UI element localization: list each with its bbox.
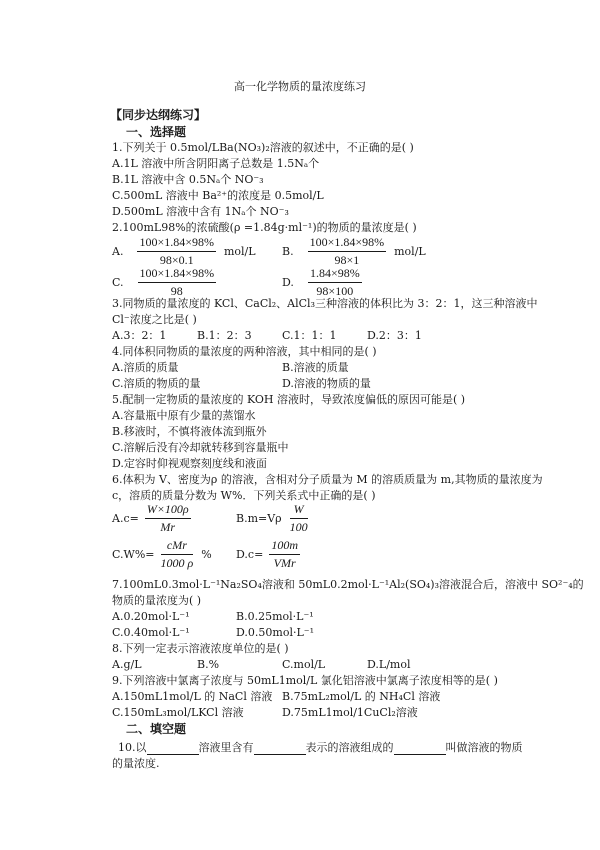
q8-option-b: B.% bbox=[197, 658, 220, 671]
part1-heading: 一、选择题 bbox=[126, 125, 187, 139]
q6-option-a bbox=[112, 502, 191, 535]
q8-option-a: A.g/L bbox=[112, 658, 142, 671]
q2-c-label: C. bbox=[112, 276, 124, 289]
q5-option-b: B.移液时，不慎将液体流到瓶外 bbox=[112, 425, 267, 438]
q9-option-b: B.75mL₂mol/L 的 NH₄Cl 溶液 bbox=[282, 690, 441, 703]
q3-option-a: A.3：2：1 bbox=[112, 329, 167, 342]
q10-blank-2[interactable] bbox=[254, 743, 306, 755]
q2-d-fraction bbox=[308, 266, 362, 299]
q6-option-d bbox=[236, 538, 300, 571]
q10-text-4: 叫做溶液的物质 bbox=[445, 741, 523, 754]
q8-option-c: C.mol/L bbox=[282, 658, 326, 671]
section-sync-heading: 【同步达纲练习】 bbox=[110, 108, 207, 122]
q2-d-numerator: 1.84×98% bbox=[308, 266, 362, 283]
q1-option-b: B.1L 溶液中含 0.5Nₐ个 NO⁻₃ bbox=[112, 173, 264, 186]
q2-c-denominator: 98 bbox=[170, 284, 183, 298]
q7-option-b: B.0.25mol·L⁻¹ bbox=[236, 610, 314, 623]
q4-option-a: A.溶质的质量 bbox=[112, 361, 179, 374]
q7-option-a: A.0.20mol·L⁻¹ bbox=[112, 610, 190, 623]
q6-d-numerator: 100m bbox=[269, 538, 300, 555]
q10-text-3: 表示的溶液组成的 bbox=[305, 741, 394, 754]
q10-line2: 的量浓度. bbox=[112, 757, 160, 770]
q2-option-b bbox=[282, 235, 426, 268]
q3-stem-line1: 3.同物质的量浓度的 KCl、CaCl₂、AlCl₃三种溶液的体积比为 3：2：1，这三种溶液中 bbox=[112, 297, 538, 310]
q6-a-denominator: Mr bbox=[160, 520, 176, 534]
q9-option-d: D.75mL1mol/1CuCl₂溶液 bbox=[282, 706, 418, 719]
q6-b-numerator: W bbox=[290, 502, 308, 519]
page-title: 高一化学物质的量浓度练习 bbox=[234, 80, 366, 93]
q10-blank-3[interactable] bbox=[394, 743, 446, 755]
q10-text-1: 10.以 bbox=[118, 741, 147, 754]
q2-a-label: A. bbox=[112, 245, 124, 258]
q1-option-c: C.500mL 溶液中 Ba²⁺的浓度是 0.5mol/L bbox=[112, 189, 324, 202]
q2-option-d bbox=[282, 266, 362, 299]
q5-option-a: A.容量瓶中原有少量的蒸馏水 bbox=[112, 409, 256, 422]
q8-stem: 8.下列一定表示溶液浓度单位的是( ) bbox=[112, 642, 289, 655]
part2-heading: 二、填空题 bbox=[126, 722, 187, 736]
q2-a-numerator: 100×1.84×98% bbox=[137, 235, 216, 252]
q2-b-fraction bbox=[308, 235, 387, 268]
q2-d-denominator: 98×100 bbox=[316, 284, 354, 298]
q2-a-fraction bbox=[137, 235, 216, 268]
q6-c-fraction bbox=[161, 538, 194, 571]
q2-b-label: B. bbox=[282, 245, 294, 258]
q1-option-d: D.500mL 溶液中含有 1Nₐ个 NO⁻₃ bbox=[112, 205, 289, 218]
q6-b-label: B.m=Vρ bbox=[236, 512, 282, 525]
q2-a-denominator: 98×0.1 bbox=[159, 253, 194, 267]
q7-stem-line1: 7.100mL0.3mol·L⁻¹Na₂SO₄溶液和 50mL0.2mol·L⁻¹Al₂(SO₄)₃溶液混合后，溶液中 SO²⁻₄的 bbox=[112, 578, 584, 591]
q2-a-unit: mol/L bbox=[223, 245, 256, 258]
q6-a-numerator: W×100ρ bbox=[145, 502, 191, 519]
q2-d-label: D. bbox=[282, 276, 294, 289]
q6-c-numerator: cMr bbox=[161, 538, 194, 555]
q6-a-label: A.c= bbox=[112, 512, 139, 525]
q6-option-b bbox=[236, 502, 308, 535]
q10-text-2: 溶液里含有 bbox=[198, 741, 254, 754]
q7-stem-line2: 物质的量浓度为( ) bbox=[112, 594, 202, 607]
q9-option-c: C.150mL₃mol/LKCl 溶液 bbox=[112, 706, 244, 719]
q4-option-c: C.溶质的物质的量 bbox=[112, 377, 201, 390]
q7-option-c: C.0.40mol·L⁻¹ bbox=[112, 626, 190, 639]
q4-option-d: D.溶液的物质的量 bbox=[282, 377, 371, 390]
q6-d-label: D.c= bbox=[236, 548, 264, 561]
q10-line1 bbox=[118, 741, 523, 755]
q7-option-d: D.0.50mol·L⁻¹ bbox=[236, 626, 315, 639]
q6-c-unit: % bbox=[201, 548, 212, 561]
q6-d-fraction bbox=[269, 538, 300, 571]
q3-stem-line2: Cl⁻浓度之比是( ) bbox=[112, 313, 197, 326]
q8-option-d: D.L/mol bbox=[367, 658, 411, 671]
q9-option-a: A.150mL1mol/L 的 NaCl 溶液 bbox=[112, 690, 273, 703]
q2-c-numerator: 100×1.84×98% bbox=[138, 266, 217, 283]
q6-c-denominator: 1000 ρ bbox=[160, 556, 194, 570]
q1-stem: 1.下列关于 0.5mol/LBa(NO₃)₂溶液的叙述中，不正确的是( ) bbox=[112, 141, 414, 154]
q6-c-label: C.W%= bbox=[112, 548, 155, 561]
q6-stem-line1: 6.体积为 V、密度为ρ 的溶液，含相对分子质量为 M 的溶质质量为 m,其物质的量浓度为 bbox=[112, 473, 543, 486]
q6-stem-line2: c，溶质的质量分数为 W%．下列关系式中正确的是( ) bbox=[112, 489, 376, 502]
q3-option-d: D.2：3：1 bbox=[367, 329, 422, 342]
q3-option-c: C.1：1：1 bbox=[282, 329, 337, 342]
q2-b-denominator: 98×1 bbox=[334, 253, 360, 267]
q5-stem: 5.配制一定物质的量浓度的 KOH 溶液时，导致浓度偏低的原因可能是( ) bbox=[112, 393, 466, 406]
q2-c-fraction bbox=[138, 266, 217, 299]
q9-stem: 9.下列溶液中氯离子浓度与 50mL1mol/L 氯化铝溶液中氯离子浓度相等的是( ) bbox=[112, 674, 498, 687]
q1-option-a: A.1L 溶液中所含阴阳离子总数是 1.5Nₐ个 bbox=[112, 157, 320, 170]
q5-option-d: D.定容时仰视观察刻度线和液面 bbox=[112, 457, 267, 470]
q2-option-c bbox=[112, 266, 216, 299]
q6-b-fraction bbox=[290, 502, 308, 535]
q2-option-a bbox=[112, 235, 256, 268]
q4-option-b: B.溶液的质量 bbox=[282, 361, 349, 374]
q6-option-c bbox=[112, 538, 212, 571]
q6-d-denominator: VMr bbox=[273, 556, 296, 570]
q10-blank-1[interactable] bbox=[147, 743, 199, 755]
q2-b-numerator: 100×1.84×98% bbox=[308, 235, 387, 252]
q6-b-denominator: 100 bbox=[289, 520, 308, 534]
q4-stem: 4.同体积同物质的量浓度的两种溶液，其中相同的是( ) bbox=[112, 345, 377, 358]
q6-a-fraction bbox=[145, 502, 191, 535]
q2-stem: 2.100mL98%的浓硫酸(ρ =1.84g·ml⁻¹)的物质的量浓度是( ) bbox=[112, 221, 417, 234]
q3-option-b: B.1：2：3 bbox=[197, 329, 252, 342]
q2-b-unit: mol/L bbox=[394, 245, 426, 258]
q5-option-c: C.溶解后没有冷却就转移到容量瓶中 bbox=[112, 441, 289, 454]
